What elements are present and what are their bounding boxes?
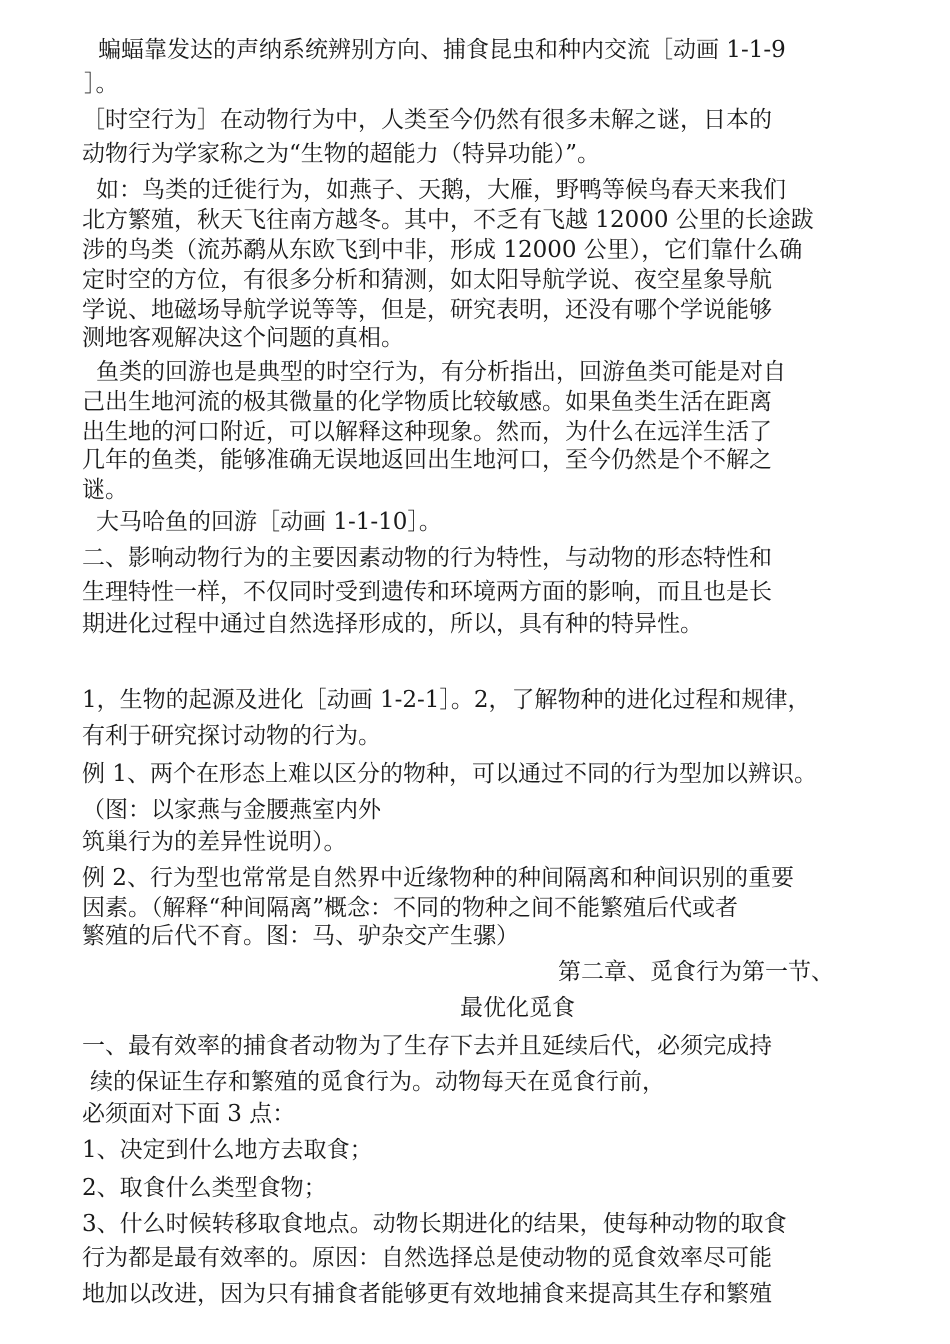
subsection-heading: 最优化觅食 [460,995,575,1021]
text-line: 一、最有效率的捕食者动物为了生存下去并且延续后代，必须完成持 [82,1033,772,1059]
text-line: 谜。 [82,477,128,503]
text-line: 涉的鸟类（流苏鹬从东欧飞到中非，形成 12000 公里），它们靠什么确 [82,237,803,263]
text-line: 出生地的河口附近，可以解释这种现象。然而，为什么在远洋生活了 [82,419,772,445]
text-line: 己出生地河流的极其微量的化学物质比较敏感。如果鱼类生活在距离 [82,389,772,415]
text-line: 如：鸟类的迁徙行为，如燕子、天鹅，大雁，野鸭等候鸟春天来我们 [96,177,786,203]
text-line: 北方繁殖，秋天飞往南方越冬。其中，不乏有飞越 12000 公里的长途跋 [82,207,814,233]
text-line: （图：以家燕与金腰燕室内外 [82,797,381,823]
text-line: 鱼类的回游也是典型的时空行为，有分析指出，回游鱼类可能是对自 [96,359,786,385]
text-line: 续的保证生存和繁殖的觅食行为。动物每天在觅食行前， [90,1069,665,1095]
text-line: 二、影响动物行为的主要因素动物的行为特性，与动物的形态特性和 [82,545,772,571]
text-line: 生理特性一样，不仅同时受到遗传和环境两方面的影响，而且也是长 [82,579,772,605]
text-line: 有利于研究探讨动物的行为。 [82,723,381,749]
section-heading: 第二章、觅食行为第一节、 [558,959,834,985]
text-line: 动物行为学家称之为“生物的超能力（特异功能）”。 [82,141,601,167]
text-line: 筑巢行为的差异性说明）。 [82,829,347,855]
text-line: 学说、地磁场导航学说等等，但是，研究表明，还没有哪个学说能够 [82,297,772,323]
text-line: 必须面对下面 3 点： [82,1101,296,1127]
text-line: 1、决定到什么地方去取食； [82,1137,373,1163]
text-line: 例 2、行为型也常常是自然界中近缘物种的种间隔离和种间识别的重要 [82,865,794,891]
text-line: ］。 [84,71,119,97]
text-line: 因素。（解释“种间隔离”概念：不同的物种之间不能繁殖后代或者 [82,895,739,921]
text-line: 几年的鱼类，能够准确无误地返回出生地河口，至今仍然是个不解之 [82,447,772,473]
text-line: 行为都是最有效率的。原因：自然选择总是使动物的觅食效率尽可能 [82,1245,772,1271]
text-line: 测地客观解决这个问题的真相。 [82,325,404,351]
text-line: 3、什么时候转移取食地点。动物长期进化的结果，使每种动物的取食 [82,1211,787,1237]
text-line: ［时空行为］在动物行为中，人类至今仍然有很多未解之谜，日本的 [82,107,772,133]
text-line: 繁殖的后代不育。图：马、驴杂交产生骡） [82,923,519,949]
text-line: 例 1、两个在形态上难以区分的物种，可以通过不同的行为型加以辨识。 [82,761,817,787]
text-line: 2、取食什么类型食物； [82,1175,327,1201]
text-line: 地加以改进，因为只有捕食者能够更有效地捕食来提高其生存和繁殖 [82,1281,772,1307]
text-line: 大马哈鱼的回游［动画 1-1-10］。 [96,509,442,535]
text-line: 蝙蝠靠发达的声纳系统辨别方向、捕食昆虫和种内交流［动画 1-1-9 [98,37,786,63]
text-line: 1，生物的起源及进化［动画 1-2-1］。2，了解物种的进化过程和规律， [82,687,811,713]
text-line: 定时空的方位，有很多分析和猜测，如太阳导航学说、夜空星象导航 [82,267,772,293]
text-line: 期进化过程中通过自然选择形成的，所以，具有种的特异性。 [82,611,703,637]
